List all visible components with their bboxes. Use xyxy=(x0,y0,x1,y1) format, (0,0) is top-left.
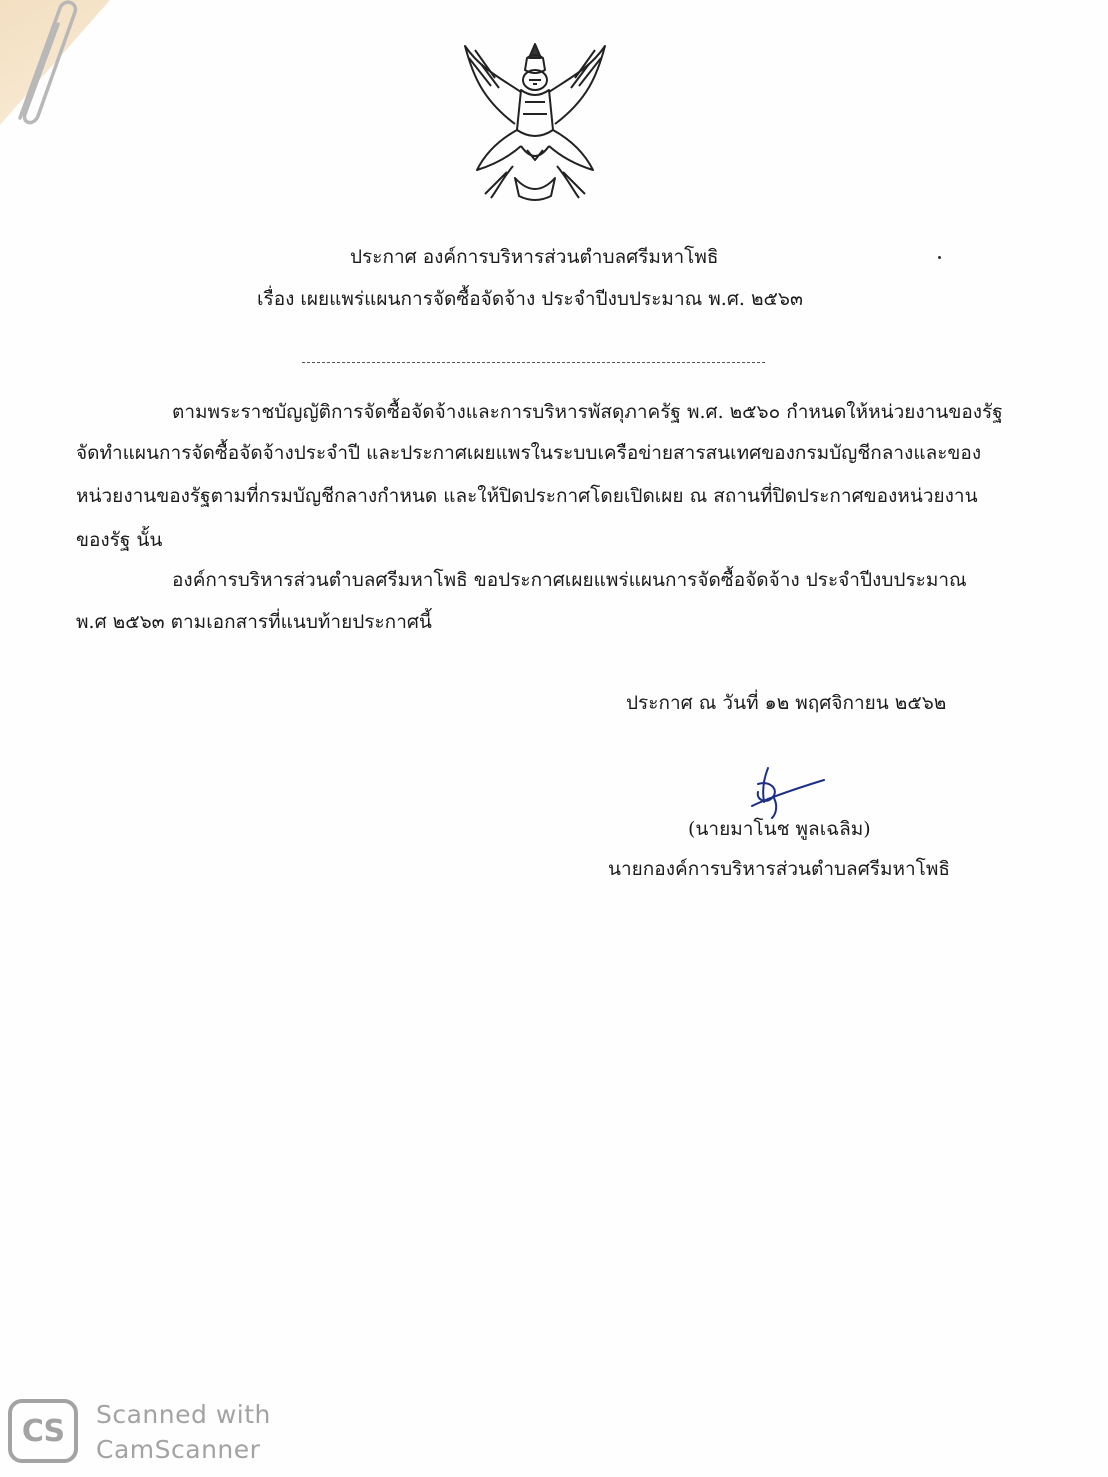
body-line-2: จัดทำแผนการจัดซื้อจัดจ้างประจำปี และประกาศเผยแพรในระบบเครือข่ายสารสนเทศของกรมบัญชีกลางและของ xyxy=(76,442,982,464)
body-line-6: พ.ศ ๒๕๖๓ ตามเอกสารที่แนบท้ายประกาศนี้ xyxy=(76,611,432,633)
body-line-5: องค์การบริหารส่วนตำบลศรีมหาโพธิ ขอประกาศเผยแพร่แผนการจัดซื้อจัดจ้าง ประจำปีงบประมาณ xyxy=(172,569,967,591)
body-line-4: ของรัฐ นั้น xyxy=(76,529,163,551)
signer-name: (นายมาโนช พูลเฉลิม) xyxy=(688,818,871,840)
watermark-line-2: CamScanner xyxy=(96,1435,261,1464)
announcement-subject: เรื่อง เผยแพร่แผนการจัดซื้อจัดจ้าง ประจำปีงบประมาณ พ.ศ. ๒๕๖๓ xyxy=(257,288,803,310)
announcement-title: ประกาศ องค์การบริหารส่วนตำบลศรีมหาโพธิ xyxy=(350,246,719,268)
body-line-1: ตามพระราชบัญญัติการจัดซื้อจัดจ้างและการบริหารพัสดุภาครัฐ พ.ศ. ๒๕๖๐ กำหนดให้หน่วยงานของรัฐ xyxy=(172,401,1003,423)
dashed-separator xyxy=(302,362,765,363)
announcement-date: ประกาศ ณ วันที่ ๑๒ พฤศจิกายน ๒๕๖๒ xyxy=(626,692,947,714)
scan-speck xyxy=(938,256,941,259)
watermark-line-1: Scanned with xyxy=(96,1400,271,1429)
camscanner-logo-icon: CS xyxy=(8,1399,78,1463)
handwritten-signature xyxy=(728,762,833,822)
body-line-3: หน่วยงานของรัฐตามที่กรมบัญชีกลางกำหนด และให้ปิดประกาศโดยเปิดเผย ณ สถานที่ปิดประกาศของหน่วยงาน xyxy=(76,485,978,507)
garuda-emblem-icon xyxy=(455,38,615,203)
paper-clip-icon xyxy=(12,0,82,130)
signer-position: นายกองค์การบริหารส่วนตำบลศรีมหาโพธิ xyxy=(608,858,951,880)
